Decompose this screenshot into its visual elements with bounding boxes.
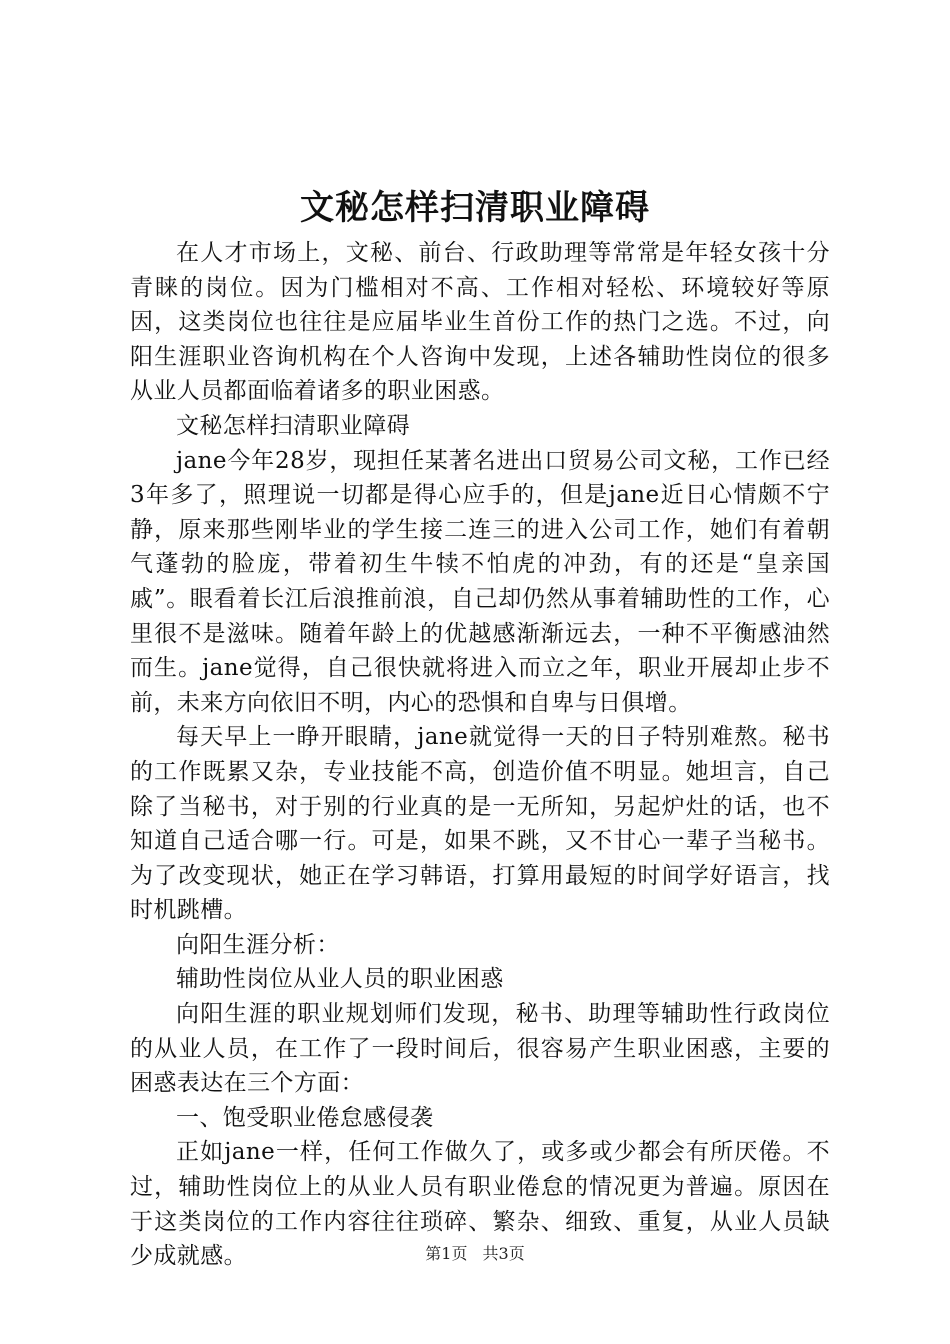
- paragraph-planners-finding: 向阳生涯的职业规划师们发现，秘书、助理等辅助性行政岗位的从业人员，在工作了一段时间后，很容易产生职业困惑，主要的困惑表达在三个方面：: [130, 1001, 830, 1097]
- page-number: 第1页: [425, 1244, 468, 1263]
- paragraph-intro: 在人才市场上，文秘、前台、行政助理等常常是年轻女孩十分青睐的岗位。因为门槛相对不高、工作相对轻松、环境较好等原因，这类岗位也往往是应届毕业生首份工作的热门之选。不过，向阳生涯职业咨询机构在个人咨询中发现，上述各辅助性岗位的很多从业人员都面临着诸多的职业困惑。: [130, 240, 830, 405]
- paragraph-subtitle: 文秘怎样扫清职业障碍: [176, 412, 410, 439]
- paragraph-point-one-heading: 一、饱受职业倦怠感侵袭: [176, 1104, 434, 1131]
- paragraph-jane-story: jane今年28岁，现担任某著名进出口贸易公司文秘，工作已经3年多了，照理说一切都是得心应手的，但是jane近日心情颇不宁静，原来那些刚毕业的学生接二连三的进入公司工作，她们有着朝气蓬勃的脸庞，带着初生牛犊不怕虎的冲劲，有的还是“皇亲国戚”。眼看着长江后浪推前浪，自己却仍然从事着辅助性的工作，心里很不是滋味。随着年龄上的优越感渐渐远去，一种不平衡感油然而生。jane觉得，自己很快就将进入而立之年，职业开展却止步不前，未来方向依旧不明，内心的恐惧和自卑与日俱增。: [130, 447, 830, 716]
- paragraph-analysis-heading: 向阳生涯分析：: [176, 931, 340, 958]
- page-total: 共3页: [482, 1244, 525, 1263]
- page-title: 文秘怎样扫清职业障碍: [300, 188, 650, 228]
- paragraph-section-heading: 辅助性岗位从业人员的职业困惑: [176, 966, 504, 993]
- document-body: [130, 236, 830, 1274]
- page-footer: [0, 1242, 950, 1266]
- paragraph-point-one-body: 正如jane一样，任何工作做久了，或多或少都会有所厌倦。不过，辅助性岗位上的从业人员有职业倦怠的情况更为普遍。原因在于这类岗位的工作内容往往琐碎、繁杂、细致、重复，从业人员缺少成就感。: [130, 1139, 830, 1270]
- paragraph-jane-daily: 每天早上一睁开眼睛，jane就觉得一天的日子特别难熬。秘书的工作既累又杂，专业技能不高，创造价值不明显。她坦言，自己除了当秘书，对于别的行业真的是一无所知，另起炉灶的话，也不知道自己适合哪一行。可是，如果不跳，又不甘心一辈子当秘书。为了改变现状，她正在学习韩语，打算用最短的时间学好语言，找时机跳槽。: [130, 724, 830, 924]
